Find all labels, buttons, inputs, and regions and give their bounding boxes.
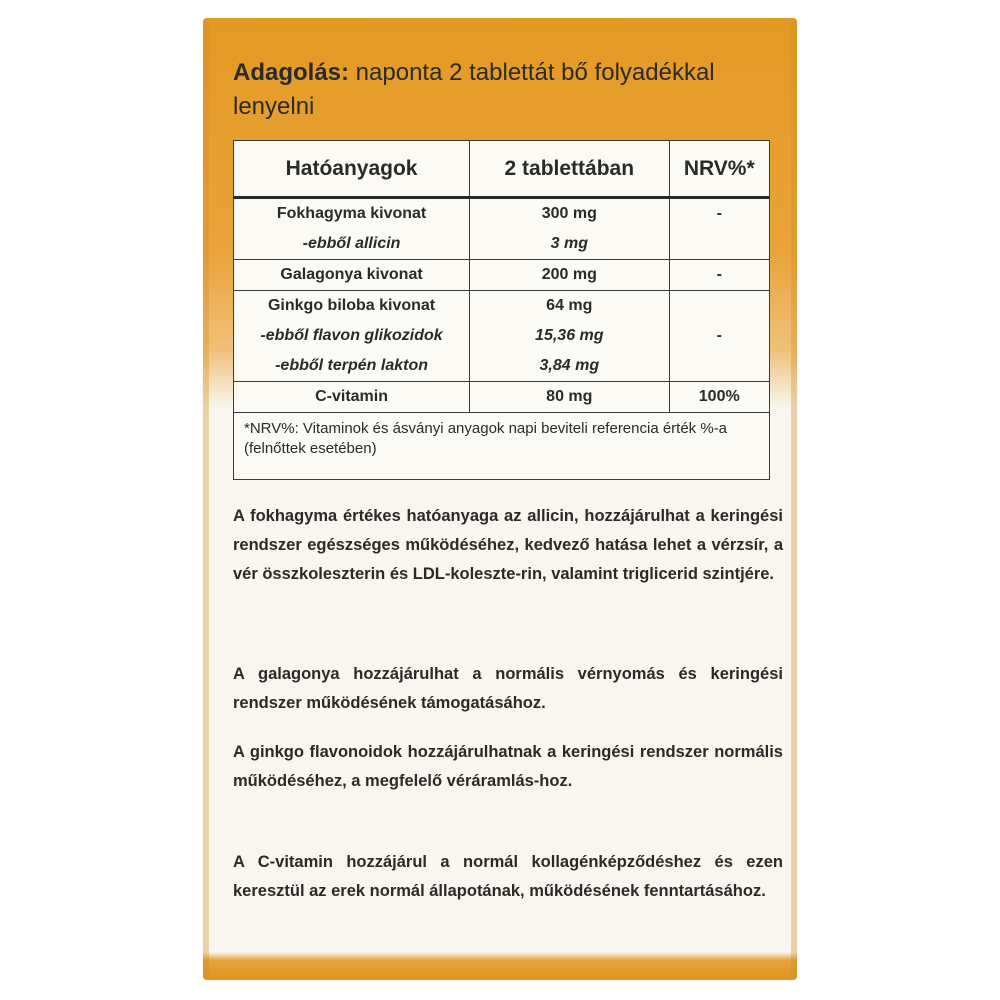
nrv-value: -: [716, 266, 722, 283]
table-row: [234, 291, 770, 382]
header-amount: 2 tablettában: [470, 141, 669, 198]
nrv-value: -: [716, 205, 722, 222]
ingredient-name: Galagonya kivonat: [280, 266, 423, 283]
ingredient-amount: 200 mg: [541, 266, 597, 283]
ingredient-name: -ebből flavon glikozidok: [260, 327, 443, 344]
nrv-cell: [669, 260, 770, 291]
header-ingredients: Hatóanyagok: [234, 141, 470, 198]
table-row: [234, 260, 770, 291]
table-row: [234, 382, 770, 413]
ingredient-name: -ebből terpén lakton: [275, 357, 428, 374]
ingredient-amount: 64 mg: [546, 297, 593, 314]
paragraph-vitamin-c: A C-vitamin hozzájárul a normál kollagénképződéshez és ezen keresztül az erek normál állapotának, működésének fenntartásához.: [233, 853, 783, 900]
nrv-cell: [669, 291, 770, 382]
dosage-text: naponta 2 tablettát bő folyadékkal lenyelni: [233, 59, 715, 120]
ingredient-amount: 15,36 mg: [535, 327, 604, 344]
edge-stripe-right: [791, 18, 797, 980]
header-nrv: NRV%*: [669, 141, 770, 198]
amount-cell: [470, 260, 669, 291]
ingredient-amount: 3,84 mg: [539, 357, 600, 374]
amount-cell: [470, 198, 669, 260]
nrv-value: 100%: [698, 388, 740, 405]
amount-cell: [470, 382, 669, 413]
nrv-cell: [669, 382, 770, 413]
ingredient-name: -ebből allicin: [302, 235, 401, 252]
dosage-label: Adagolás:: [233, 59, 350, 86]
ingredient-name: Fokhagyma kivonat: [276, 205, 427, 222]
table-row: [234, 198, 770, 260]
ingredient-cell: [234, 198, 470, 260]
amount-cell: [470, 291, 669, 382]
nutrition-table: [233, 140, 770, 480]
paragraph-ginkgo: A ginkgo flavonoidok hozzájárulhatnak a keringési rendszer normális működéséhez, a megfelelő véráramlás-hoz.: [233, 743, 783, 790]
label-panel: [203, 18, 797, 980]
nrv-value: -: [716, 327, 722, 344]
ingredient-name: Ginkgo biloba kivonat: [267, 297, 436, 314]
dosage-instructions: [233, 56, 778, 124]
paragraph-garlic: A fokhagyma értékes hatóanyaga az allicin, hozzájárulhat a keringési rendszer egészséges működéséhez, kedvező hatása lehet a vérzsír, a vér összkoleszterin és LDL-koleszte-rin, valamint triglicerid szintjére.: [233, 507, 783, 583]
ingredient-cell: [234, 260, 470, 291]
orange-band-bottom: [203, 952, 797, 980]
ingredient-cell: [234, 382, 470, 413]
ingredient-cell: [234, 291, 470, 382]
table-header-row: [234, 141, 770, 198]
ingredient-amount: 300 mg: [541, 205, 597, 222]
edge-stripe-left: [203, 18, 209, 980]
ingredient-amount: 80 mg: [546, 388, 593, 405]
nrv-footnote: *NRV%: Vitaminok és ásványi anyagok napi beviteli referencia érték %-a (felnőttek esetében): [234, 413, 770, 480]
paragraph-hawthorn: A galagonya hozzájárulhat a normális vérnyomás és keringési rendszer működésének támogatásához.: [233, 665, 783, 712]
ingredient-amount: 3 mg: [550, 235, 588, 252]
footnote-row: [234, 413, 770, 480]
ingredient-name: C-vitamin: [315, 388, 388, 405]
nrv-cell: [669, 198, 770, 260]
